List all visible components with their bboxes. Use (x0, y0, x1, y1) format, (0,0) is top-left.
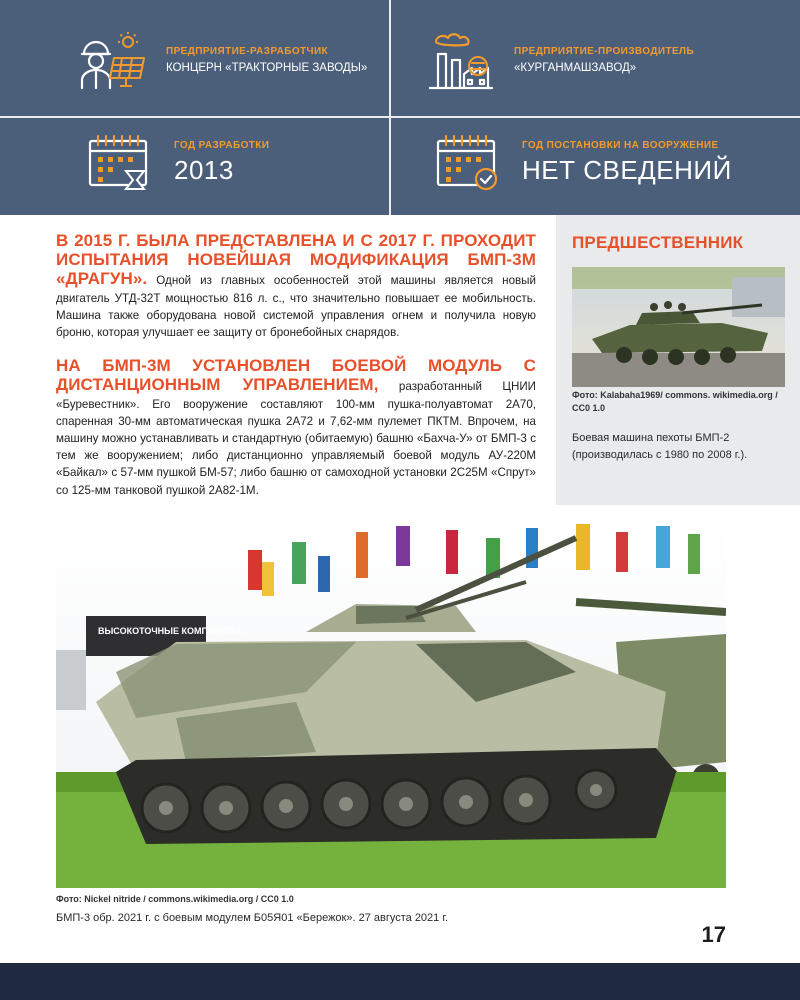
developer-value: КОНЦЕРН «ТРАКТОРНЫЕ ЗАВОДЫ» (166, 62, 368, 74)
article-paragraph-2-lead: НА БМП-3М УСТАНОВЛЕН БОЕВОЙ МОДУЛЬ С ДИСТАНЦИОННЫМ УПРАВЛЕНИЕМ, (56, 356, 536, 395)
article-paragraph-2 (56, 357, 536, 499)
article-paragraph-1-body: Одной из главных особенностей этой машины является новый двигатель УТД-32Т мощностью 816 л. с., что значительно повышает ее мобильность. Машина также оборудована новой системой управления огнем и получила новую броню, которая улучшает ее защиту от бронебойных снарядов. (56, 274, 536, 340)
main-photo (56, 522, 726, 888)
service-year-value: НЕТ СВЕДЕНИЙ (522, 155, 732, 185)
predecessor-sidebar (556, 215, 800, 505)
main-photo-caption: БМП-3 обр. 2021 г. с боевым модулем Б05Я01 «Бережок». 27 августа 2021 г. (56, 912, 449, 924)
service-year-label: ГОД ПОСТАНОВКИ НА ВООРУЖЕНИЕ (522, 140, 719, 151)
sidebar-title: ПРЕДШЕСТВЕННИК (572, 233, 744, 252)
info-header (0, 0, 800, 215)
calendar-check-icon (434, 133, 504, 193)
header-divider-horizontal (0, 116, 800, 118)
header-divider-vertical (389, 0, 391, 215)
dev-year-label: ГОД РАЗРАБОТКИ (174, 140, 270, 151)
manufacturer-label: ПРЕДПРИЯТИЕ-ПРОИЗВОДИТЕЛЬ (514, 46, 695, 57)
developer-label: ПРЕДПРИЯТИЕ-РАЗРАБОТЧИК (166, 46, 329, 57)
calendar-hourglass-icon (86, 133, 156, 193)
predecessor-photo (572, 267, 785, 387)
service-year-cell (434, 133, 732, 193)
article-paragraph-2-body: разработанный ЦНИИ «Буревестник». Его вооружение составляют 100-мм пушка-полуавтомат 2А70, спаренная 30-мм автоматическая пушка 2А72 и 7,62-мм пулемет ПКТМ. Впрочем, на машину можно устанавливать и стандартную (обитаемую) башню «Бахча-У» от БМП-3 с тем же вооружением; либо дистанционно управляемый боевой модуль АУ-220М «Байкал» с 57-мм пушкой БМ-57; либо башню от самоходной установки 2С25М «Спрут» со 125-мм танковой пушкой 2А82-1М. (56, 380, 536, 497)
dev-year-cell (86, 133, 269, 193)
article-paragraph-1-lead: В 2015 Г. БЫЛА ПРЕДСТАВЛЕНА И С 2017 Г. ПРОХОДИТ ИСПЫТАНИЯ НОВЕЙШАЯ МОДИФИКАЦИЯ БМП-3М «ДРАГУН». (56, 231, 536, 289)
photo-banner-text: ВЫСОКОТОЧНЫЕ КОМПЛЕКСЫ (98, 626, 241, 636)
article-paragraph-1 (56, 232, 536, 341)
sidebar-photo-caption: Боевая машина пехоты БМП-2 (производилась с 1980 по 2008 г.). (572, 432, 748, 461)
page-number: 17 (701, 922, 726, 947)
manufacturer-cell (426, 30, 694, 90)
article (56, 232, 536, 499)
footer-bar (0, 963, 800, 1000)
sidebar-photo-credit: Фото: Kalabaha1969/ commons. wikimedia.org / CC0 1.0 (572, 390, 778, 413)
manufacturer-value: «КУРГАНМАШЗАВОД» (514, 62, 637, 74)
developer-cell (78, 30, 367, 90)
main-photo-credit: Фото: Nickel nitride / commons.wikimedia.org / CC0 1.0 (56, 894, 294, 904)
engineer-solar-icon (78, 30, 148, 90)
factory-icon (426, 30, 496, 90)
dev-year-value: 2013 (174, 155, 234, 185)
